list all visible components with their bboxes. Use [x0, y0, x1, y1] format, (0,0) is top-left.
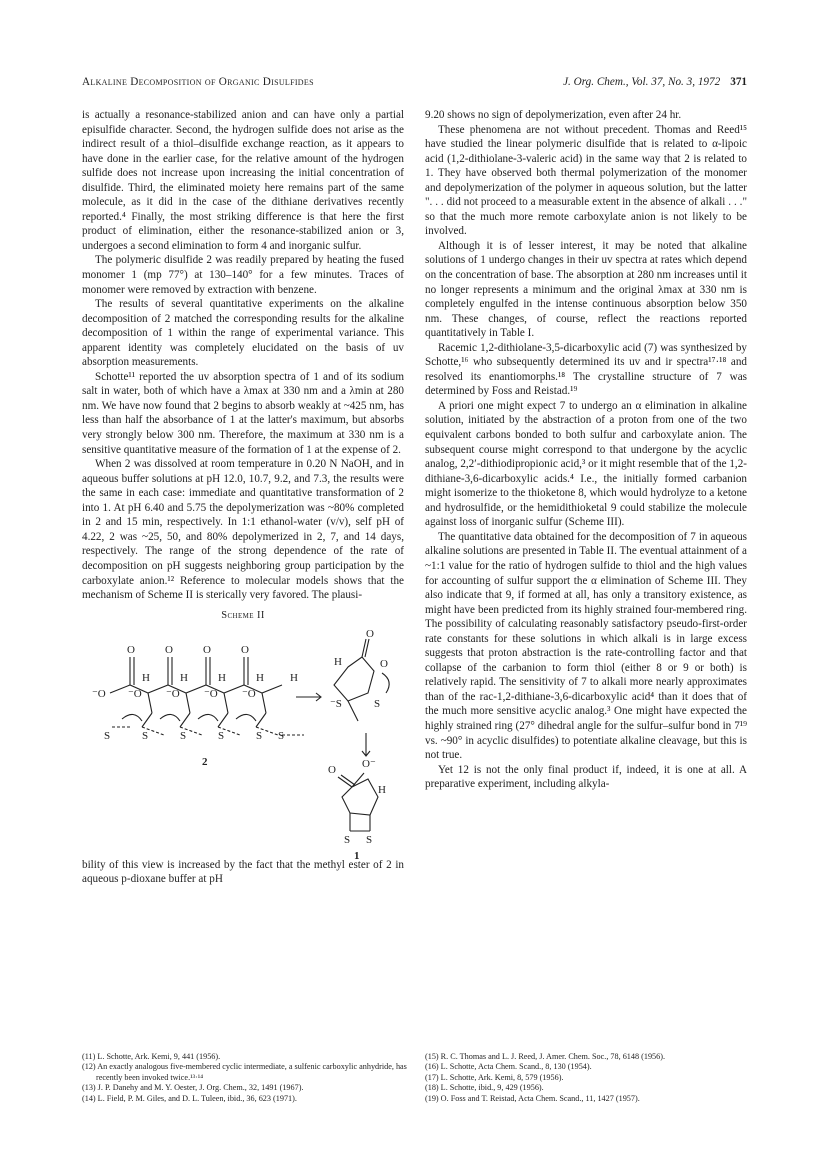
scheme-ii-figure: [82, 609, 404, 862]
svg-text:S: S: [344, 833, 351, 846]
svg-text:S: S: [256, 729, 263, 742]
svg-text:O: O: [380, 657, 388, 670]
svg-text:S: S: [278, 729, 285, 742]
running-header-title: Alkaline Decomposition of Organic Disulfides: [82, 76, 314, 88]
svg-text:S: S: [180, 729, 187, 742]
paragraph: is actually a resonance-stabilized anion and can have only a partial episulfide character. Second, the hydrogen sulfide does not arise as the indirect result of a thiol–disulfide exchange reaction, as it appears to have done in the earlier case, for the relative amount of the hydrogen sulfide does not increase upon increasing the initial concentration of disulfide. Third, the eliminated moiety here remains part of the same molecule, as it did in the case of the dithiane derivatives recently reported.⁴ Finally, the most striking difference is that here the first product of elimination, either the resonance-stabilized anion or 3, undergoes a second elimination to form 4 and inorganic sulfur.: [82, 109, 404, 252]
svg-text:H: H: [256, 671, 264, 684]
svg-text:H: H: [378, 783, 386, 796]
svg-text:H: H: [290, 671, 298, 684]
footnotes-right: [425, 1052, 755, 1104]
footnote: (13) J. P. Danehy and M. Y. Oester, J. Org. Chem., 32, 1491 (1967).: [82, 1083, 304, 1093]
paragraph: A priori one might expect 7 to undergo an α elimination in alkaline solution, initiated by the abstraction of a proton from one of the two equivalent carbons bonded to both sulfur and carboxylate anion. The subsequent course might correspond to that undergone by the acyclic analog, 2,2′-dithiodipropionic acid,³ or it might resemble that of the 1,2-dithiane-3,6-dicarboxylic acids.⁴ I.e., the initially formed carbanion might isomerize to the thioketone 8, which would hydrolyze to a ketone and hydrosulfide, or the hemidithioketal 9 could stabilize the molecule against loss of inorganic sulfur (Scheme III).: [425, 399, 747, 529]
paragraph: When 2 was dissolved at room temperature in 0.20 N NaOH, and in aqueous buffer solutions at pH 12.0, 10.7, 9.2, and 7.3, the results were the same in each case: immediate and quantitative transformation of 2 into 1. At pH 6.40 and 5.75 the depolymerization was ~80% completed in 2 and 15 min, respectively. In 1:1 ethanol-water (v/v), self pH of 4.22, 2 was ~25, 50, and 80% depolymerized in 2, 7, and 14 days, respectively. The range of the strong dependence of the rate of decomposition on pH suggests neighboring group participation by the carboxylate anion.¹² Reference to molecular models shows that the mechanism of Scheme II is sterically very favored. The plausi-: [82, 458, 404, 602]
footnote: (14) L. Field, P. M. Giles, and D. L. Tuleen, ibid., 36, 623 (1971).: [82, 1093, 297, 1103]
paragraph: Although it is of lesser interest, it may be noted that alkaline solutions of 1 undergo changes in their uv spectra at rates which depend on the concentration of base. The absorption at 280 nm increases until it no longer represents a minimum and the original λmax at 330 nm is completely engulfed in the intense continuous absorption below 350 nm. These changes, of course, reflect the reactions reported quantitatively in Table I.: [425, 239, 747, 340]
svg-text:⁻O: ⁻O: [242, 687, 256, 700]
paragraph: Racemic 1,2-dithiolane-3,5-dicarboxylic acid (7) was synthesized by Schotte,¹⁶ who subsequently determined its uv and ir spectra¹⁷·¹⁸ and resolved its enantiomorphs.¹⁸ The crystalline structure of 7 was determined by Foss and Reistad.¹⁹: [425, 341, 747, 398]
svg-text:O: O: [203, 643, 211, 656]
paragraph: The quantitative data obtained for the decomposition of 7 in aqueous alkaline solutions are presented in Table II. The eventual attainment of a ~1:1 value for the ratio of hydrogen sulfide to thiol and the high values for accounting of sulfur support the α elimination of Scheme III. They also indicate that 9, if formed at all, has only a transitory existence, as might have been predicted from its highly strained four-membered ring. The possibility of calculating reasonably satisfactory pseudo-first-order rate constants for these solutions in which alkali is in large excess suggests that proton abstraction is the rate-controlling factor and that collapse of the carbanion to form thiol (either 8 or 9 or both) is relatively rapid. The sensitivity of 7 to alkali more nearly approximates than of the rac-1,2-dithiane-3,6-dicarboxylic acid⁴ than it does that of the much more sensitive acyclic analog.³ One might have expected the highly strained ring (27° dihedral angle for the sulfur–sulfur bond in 7¹⁹ vs. ~90° in acyclic disulfides) to potentiate alkaline cleavage, but this is not true.: [425, 530, 747, 762]
compound-1-label: 1: [354, 849, 360, 862]
svg-text:⁻S: ⁻S: [330, 697, 342, 710]
running-header-journal: [563, 76, 747, 88]
svg-text:H: H: [334, 655, 342, 668]
footnote: (11) L. Schotte, Ark. Kemi, 9, 441 (1956).: [82, 1052, 221, 1061]
svg-text:O⁻: O⁻: [362, 757, 376, 770]
footnote: (18) L. Schotte, ibid., 9, 429 (1956).: [425, 1083, 544, 1093]
footnotes-left: [82, 1052, 412, 1104]
svg-text:H: H: [218, 671, 226, 684]
svg-text:O: O: [241, 643, 249, 656]
footnote: (16) L. Schotte, Acta Chem. Scand., 8, 130 (1954).: [425, 1062, 592, 1072]
svg-text:S: S: [104, 729, 111, 742]
svg-text:⁻O: ⁻O: [128, 687, 142, 700]
svg-text:S: S: [366, 833, 373, 846]
paragraph: 9.20 shows no sign of depolymerization, even after 24 hr.: [425, 109, 682, 121]
paragraph: These phenomena are not without precedent. Thomas and Reed¹⁵ have studied the linear polymeric disulfide that is related to α-lipoic acid (1,2-dithiolane-3-valeric acid) in the same way that 2 is related to 1. They have observed both thermal polymerization of the monomer and depolymerization of the polymer in aqueous solution, but the latter ". . . did not proceed to a measurable extent in the absence of alkali . . ." so that the much more remote carboxylate anion is not likely to be involved.: [425, 123, 747, 238]
footnote: (19) O. Foss and T. Reistad, Acta Chem. Scand., 11, 1427 (1957).: [425, 1093, 640, 1103]
footnote: (15) R. C. Thomas and L. J. Reed, J. Amer. Chem. Soc., 78, 6148 (1956).: [425, 1052, 665, 1061]
page-number: 371: [730, 76, 747, 88]
footnote: (17) L. Schotte, Ark. Kemi, 8, 579 (1956).: [425, 1072, 564, 1082]
paragraph: The results of several quantitative experiments on the alkaline decomposition of 2 matched the corresponding results for the alkaline decomposition of 1 within the range of experimental variance. This apparent identity was completely elucidated on the basis of uv absorption measurements.: [82, 298, 404, 369]
paragraph: Schotte¹¹ reported the uv absorption spectra of 1 and of its sodium salt in water, both of which have a λmax at 330 nm and a λmin at 280 nm. We have now found that 2 begins to absorb weakly at ~425 nm, has less than half the absorbance of 1 at the latter's maximum, but absorbs very strongly below 300 nm. Therefore, the maximum at 330 nm is a sensitive quantitative measure of the formation of 1 at the expense of 2.: [82, 370, 404, 456]
svg-text:⁻O: ⁻O: [204, 687, 218, 700]
footnote: (12) An exactly analogous five-membered cyclic intermediate, a sulfenic carboxylic anhydride, has recently been invoked twice.¹³·¹⁴: [82, 1062, 407, 1082]
compound-2-label: 2: [202, 755, 208, 768]
left-column: [82, 108, 404, 887]
paragraph: bility of this view is increased by the fact that the methyl ester of 2 in aqueous p-dioxane buffer at pH: [82, 858, 404, 886]
svg-text:⁻O: ⁻O: [92, 687, 106, 700]
svg-text:O: O: [366, 627, 374, 640]
paragraph: The polymeric disulfide 2 was readily prepared by heating the fused monomer 1 (mp 77°) at 130–140° for a few minutes. Traces of monomer were removed by extraction with benzene.: [82, 254, 404, 296]
scheme-title: Scheme II: [221, 609, 265, 621]
svg-text:⁻O: ⁻O: [166, 687, 180, 700]
svg-text:O: O: [328, 763, 336, 776]
svg-text:H: H: [180, 671, 188, 684]
svg-text:S: S: [218, 729, 225, 742]
svg-text:S: S: [142, 729, 149, 742]
paragraph: Yet 12 is not the only final product if, indeed, it is one at all. A preparative experiment, including alkyla-: [425, 763, 747, 791]
svg-text:O: O: [165, 643, 173, 656]
scheme-ii-structures: [82, 627, 404, 862]
svg-text:S: S: [374, 697, 381, 710]
journal-citation: J. Org. Chem., Vol. 37, No. 3, 1972: [563, 76, 721, 88]
svg-text:H: H: [142, 671, 150, 684]
svg-text:O: O: [127, 643, 135, 656]
right-column: [425, 108, 747, 792]
